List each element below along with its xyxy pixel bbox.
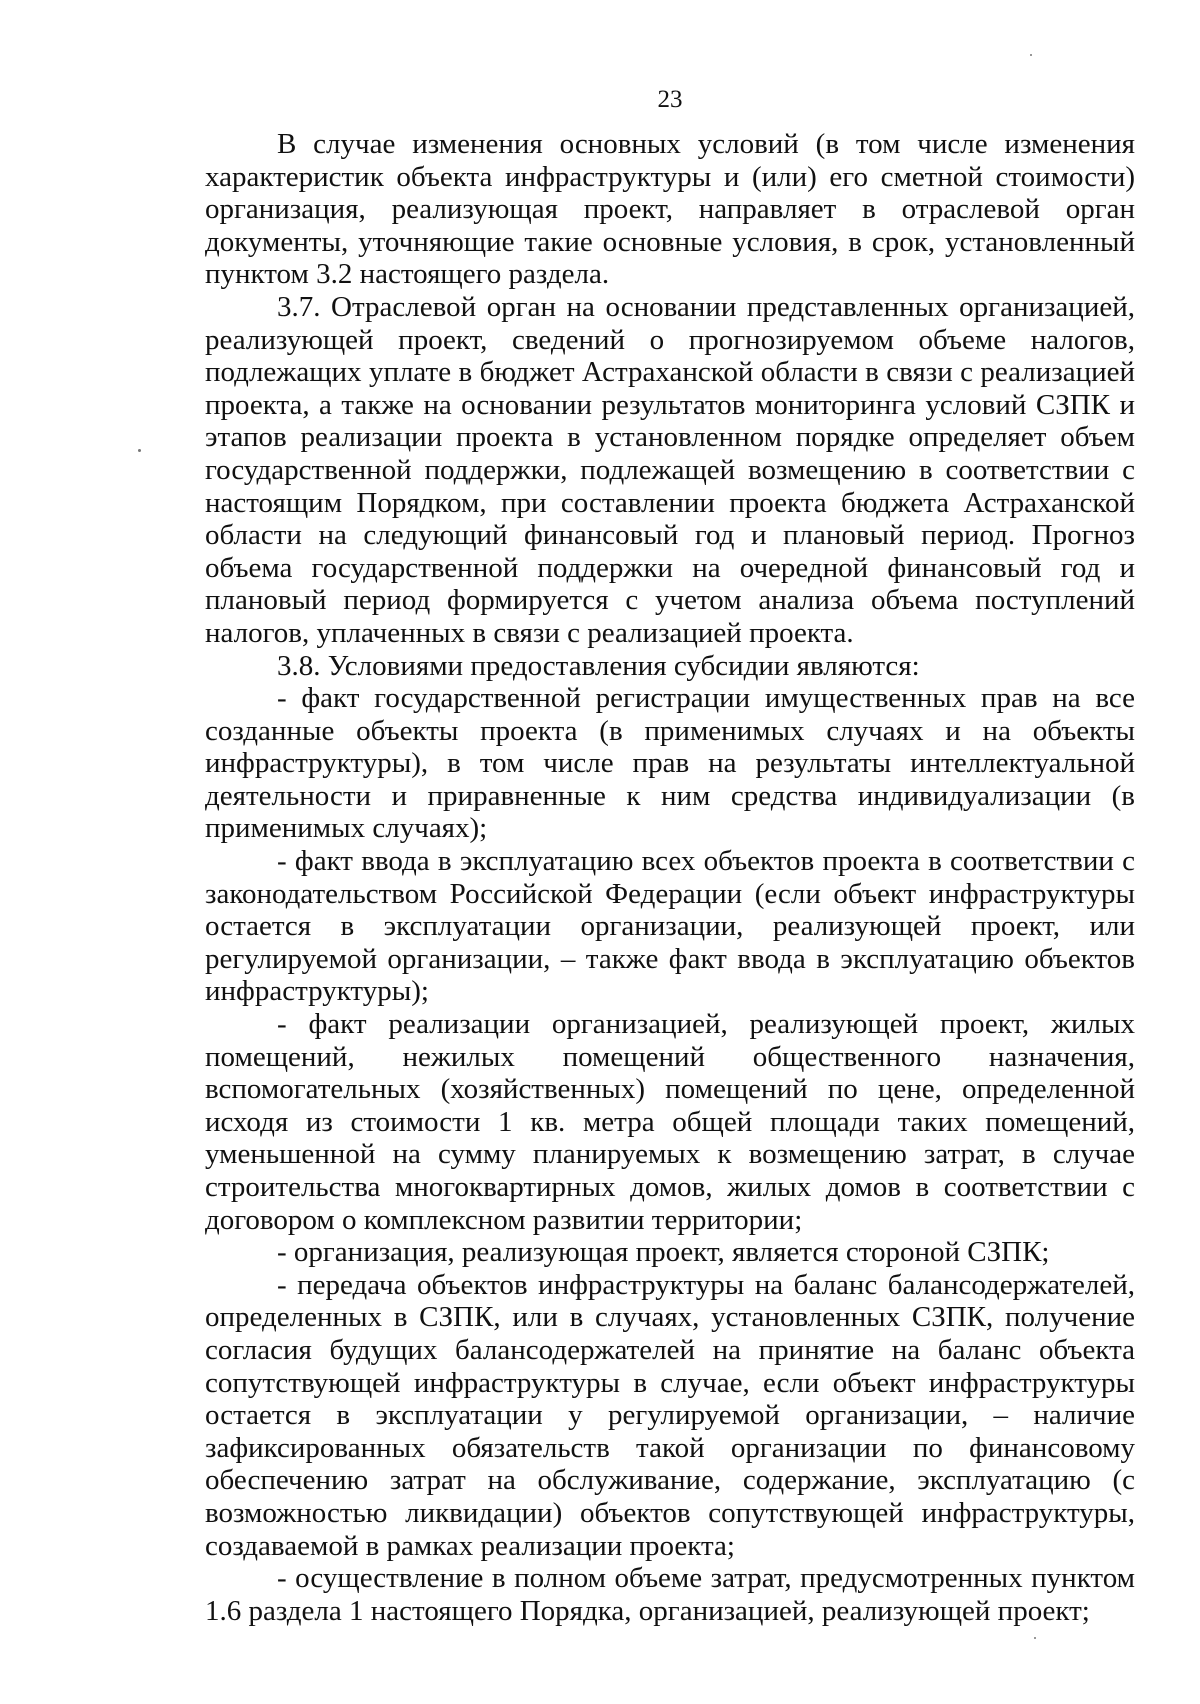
paragraph-3-7: 3.7. Отраслевой орган на основании представленных организацией, реализующей проект, сведений о прогнозируемом объеме налогов, подлежащих уплате в бюджет Астраханской области в связи с реализацией проекта, а также на основании результатов мониторинга условий СЗПК и этапов реализации проекта в установленном порядке определяет объем государственной поддержки, подлежащей возмещению в соответствии с настоящим Порядком, при составлении проекта бюджета Астраханской области на следующий финансовый год и плановый период. Прогноз объема государственной поддержки на очередной финансовый год и плановый период формируется с учетом анализа объема поступлений налогов, уплаченных в связи с реализацией проекта. — [205, 290, 1135, 649]
list-item-commissioning: - факт ввода в эксплуатацию всех объектов проекта в соответствии с законодательством Российской Федерации (если объект инфраструктуры остается в эксплуатации организации, реализующей проект, или регулируемой организации, – также факт ввода в эксплуатацию объектов инфраструктуры); — [205, 845, 1135, 1008]
list-item-infrastructure-transfer: - передача объектов инфраструктуры на баланс балансодержателей, определенных в СЗПК, или в случаях, установленных СЗПК, получение согласия будущих балансодержателей на принятие на баланс объекта сопутствующей инфраструктуры в случае, если объект инфраструктуры остается в эксплуатации у регулируемой организации, – наличие зафиксированных обязательств такой организации по финансовому обеспечению затрат на обслуживание, содержание, эксплуатацию (с возможностью ликвидации) объектов сопутствующей инфраструктуры, создаваемой в рамках реализации проекта; — [205, 1268, 1135, 1562]
page-number: 23 — [657, 86, 683, 113]
document-body — [205, 128, 1135, 1627]
scan-speck — [138, 449, 141, 452]
paragraph-changes-notice: В случае изменения основных условий (в том числе изменения характеристик объекта инфраструктуры и (или) его сметной стоимости) организация, реализующая проект, направляет в отраслевой орган документы, уточняющие такие основные условия, в срок, установленный пунктом 3.2 настоящего раздела. — [205, 128, 1135, 291]
list-item-expenses: - осуществление в полном объеме затрат, предусмотренных пунктом 1.6 раздела 1 настоящего Порядка, организацией, реализующей проект; — [205, 1562, 1135, 1627]
scan-speck — [1034, 1637, 1036, 1639]
paragraph-3-8-heading: 3.8. Условиями предоставления субсидии являются: — [277, 649, 920, 682]
scan-speck — [1030, 54, 1032, 56]
list-item-sale-of-premises: - факт реализации организацией, реализующей проект, жилых помещений, нежилых помещений общественного назначения, вспомогательных (хозяйственных) помещений по цене, определенной исходя из стоимости 1 кв. метра общей площади таких помещений, уменьшенной на сумму планируемых к возмещению затрат, в случае строительства многоквартирных домов, жилых домов в соответствии с договором о комплексном развитии территории; — [205, 1008, 1135, 1236]
list-item-property-registration: - факт государственной регистрации имущественных прав на все созданные объекты проекта (в применимых случаях и на объекты инфраструктуры), в том числе прав на результаты интеллектуальной деятельности и приравненные к ним средства индивидуализации (в применимых случаях); — [205, 682, 1135, 845]
list-item-szpk-party: - организация, реализующая проект, является стороной СЗПК; — [277, 1236, 1050, 1269]
